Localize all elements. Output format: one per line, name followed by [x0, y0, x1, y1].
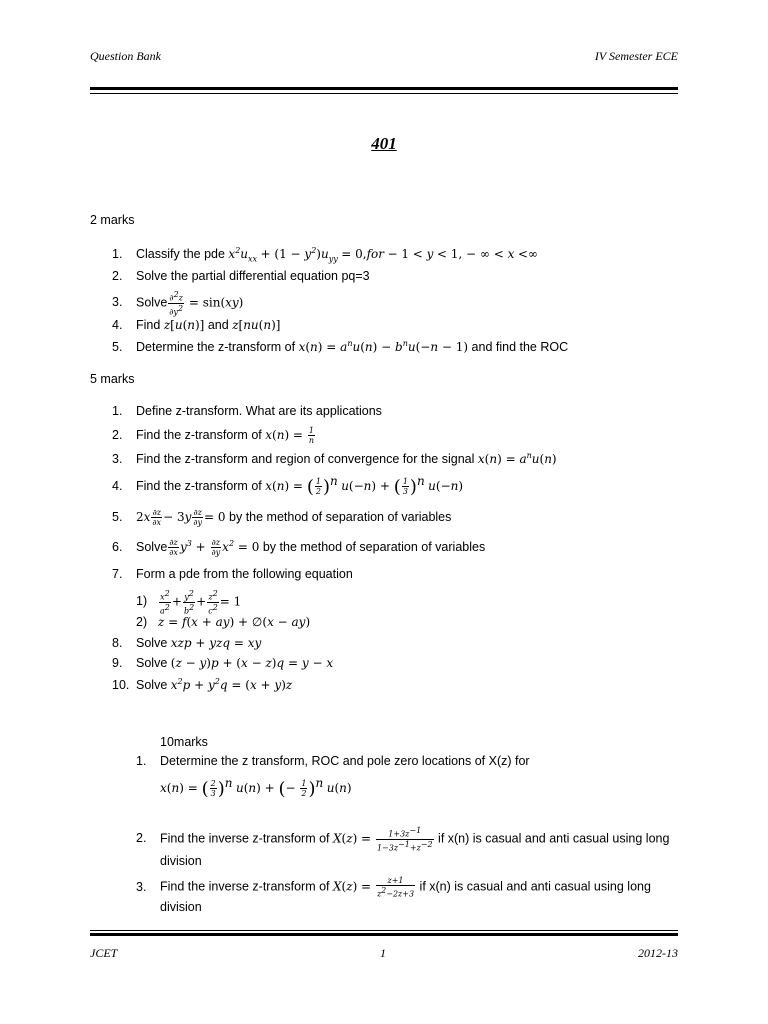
- question-10m-3-cont: division: [160, 900, 202, 914]
- question-5m-8: 8. Solve xzp + yzq = xy: [112, 636, 262, 650]
- question-5m-7-sub-2: 2) z = f(x + ay) + ∅(x − ay): [136, 615, 311, 629]
- question-2m-1: 1. Classify the pde $x^2u_{xx} + (1 - y^2)u_{yy} = 0,for - 1 < y < 1$, − ∞ < x <∞: [112, 246, 538, 264]
- question-5m-3: 3. Find the z-transform and region of convergence for the signal $x(n) = a^nu(n)$: [112, 451, 557, 466]
- question-2m-2: 2. Solve the partial differential equation pq=3: [112, 269, 370, 283]
- section-10-marks: 10marks: [160, 735, 208, 749]
- footer-rule-thin: [90, 930, 678, 931]
- question-2m-5: 5. Determine the z-transform of $x(n) = a^nu(n) - b^nu(-n - 1)$ and find the ROC: [112, 339, 569, 354]
- footer-rule: [90, 933, 678, 936]
- question-10m-2: 2. Find the inverse z-transform of X(z) = $\frac{1+3z^{-1}}{1-3z^{-1}+z^{-2}}$ if x(n) is casual and anti casual using long: [136, 826, 670, 853]
- page-number: 1: [380, 946, 386, 960]
- question-5m-7-sub-1: 1) $\frac{x^2}{a^2}$ + $\frac{y^2}{b^2}$ + $\frac{z^2}{c^2}$ = 1: [136, 589, 242, 616]
- header-rule-thin: [90, 93, 678, 94]
- question-5m-4: 4. Find the z-transform of x(n) = ( $\frac{1}{2}$ )$^n$ u(−n) + ( $\frac{1}{3}$ )$^n$ u(−n): [112, 474, 464, 498]
- question-10m-2-cont: division: [160, 854, 202, 868]
- question-5m-5: 5. 2x $\frac{\partial z}{\partial x}$ − 3y $\frac{\partial z}{\partial y}$ = 0 by the method of separation of variables: [112, 508, 452, 527]
- page-title: 401: [371, 134, 397, 153]
- question-2m-4: 4. Find z[u(n)] and z[nu(n)]: [112, 318, 281, 332]
- section-2-marks: 2 marks: [90, 213, 135, 227]
- question-5m-7: 7. Form a pde from the following equation: [112, 567, 353, 581]
- footer-left: JCET: [90, 946, 118, 960]
- header-right: IV Semester ECE: [594, 49, 678, 63]
- question-5m-6: 6. Solve $\frac{\partial z}{\partial x}$ $y^3$ + $\frac{\partial z}{\partial y}$ $x^2 = 0$ by the method of separation of variables: [112, 538, 486, 557]
- question-10m-3: 3. Find the inverse z-transform of X(z) = $\frac{z+1}{z^2-2z+3}$ if x(n) is casual and anti casual using long: [136, 876, 651, 899]
- question-10m-1-formula: x(n) = ( $\frac{2}{3}$ )$^n$ u(n) + (− $\frac{1}{2}$ )$^n$ u(n): [160, 776, 352, 800]
- header-rule: [90, 87, 678, 90]
- section-5-marks: 5 marks: [90, 372, 135, 386]
- question-10m-1: 1. Determine the z transform, ROC and pole zero locations of X(z) for: [136, 754, 530, 768]
- header-left: Question Bank: [90, 49, 161, 63]
- question-5m-1: 1. Define z-transform. What are its applications: [112, 404, 382, 418]
- question-5m-9: 9. Solve (z − y)p + (x − z)q = y − x: [112, 656, 334, 670]
- question-5m-10: 10. Solve $x^2p + y^2q = (x + y)z$: [112, 677, 293, 692]
- footer-right: 2012-13: [638, 946, 678, 960]
- question-5m-2: 2. Find the z-transform of x(n) = $\frac{1}{n}$: [112, 426, 314, 445]
- question-2m-3: 3. Solve $\frac{\partial^2z}{\partial y^2}$ = sin(xy): [112, 290, 244, 317]
